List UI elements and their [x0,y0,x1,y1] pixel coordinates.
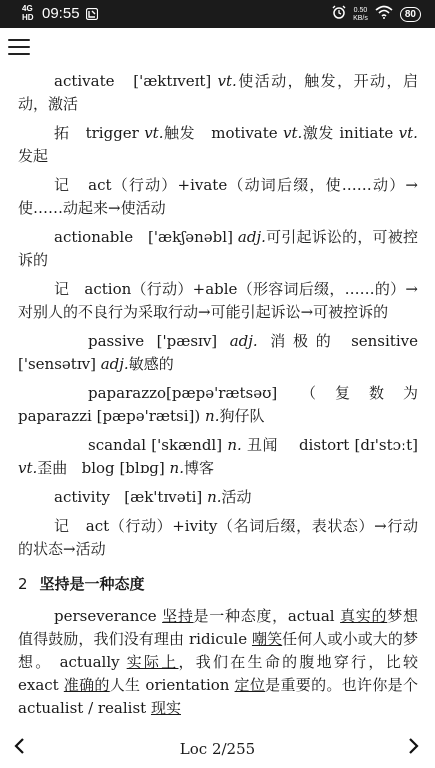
status-bar [0,0,435,28]
entry-actionable: actionable ['ækʃənəbl] adj.可引起诉讼的，可被控诉的 [18,228,418,269]
chevron-right-icon [403,734,423,758]
battery-indicator: 80 [400,7,421,22]
entry-ji-activate: 记 act（行动）+ivate（动词后缀，使……动）→使……动起来→使活动 [18,176,418,217]
entry-passive: passive ['pæsɪv] adj. 消极的 sensitive ['sensətɪv] adj.敏感的 [18,332,418,373]
status-right [332,5,421,24]
body-paragraph: perseverance 坚持是一种态度，actual 真实的梦想值得鼓励，我们没有理由 ridicule 嘲笑任何人或小或大的梦想。 actually 实际上，我们在生命的腹地穿行，比较 exact 准确的人生 orientation 定位是重要的。也许你是个 actualist / realist 现实 [18,607,418,717]
entry-activity: activity [æk'tɪvəti] n.活动 [54,488,252,506]
alarm-icon [332,5,346,24]
entry-scandal: scandal ['skændl] n. 丑闻 distort [dɪ'stɔːt] vt.歪曲 blog [blɒɡ] n.博客 [18,436,418,477]
entry-activate: activate ['æktɪveɪt] vt.使活动，触发，开动，启动，激活 [18,72,418,113]
notification-icon [86,7,98,19]
entry-paparazzo: paparazzo[pæpə'rætsəʊ] （复数为 paparazzi [pæpə'rætsi]) n.狗仔队 [18,384,418,425]
location-indicator: Loc 2/255 [179,740,256,758]
next-page-button[interactable] [403,734,423,758]
toolbar [0,28,435,64]
network-speed: 0.50 KB/s [353,6,368,22]
status-left [22,4,98,22]
menu-icon[interactable] [8,39,30,55]
entry-tuo: 拓 trigger vt.触发 motivate vt.激发 initiate vt.发起 [18,124,418,165]
entry-ji-activity: 记 act（行动）+ivity（名词后缀，表状态）→行动的状态→活动 [18,517,418,558]
network-type: 4G HD [22,4,34,22]
book-content [18,70,418,718]
status-time: 09:55 [42,4,80,22]
entry-ji-actionable: 记 action（行动）+able（形容词后缀，……的）→对别人的不良行为采取行动→可能引起诉讼→可被控诉的 [18,280,418,321]
section-heading: 2 坚持是一种态度 [18,575,145,593]
bottom-nav [0,726,435,768]
wifi-icon [375,5,393,24]
